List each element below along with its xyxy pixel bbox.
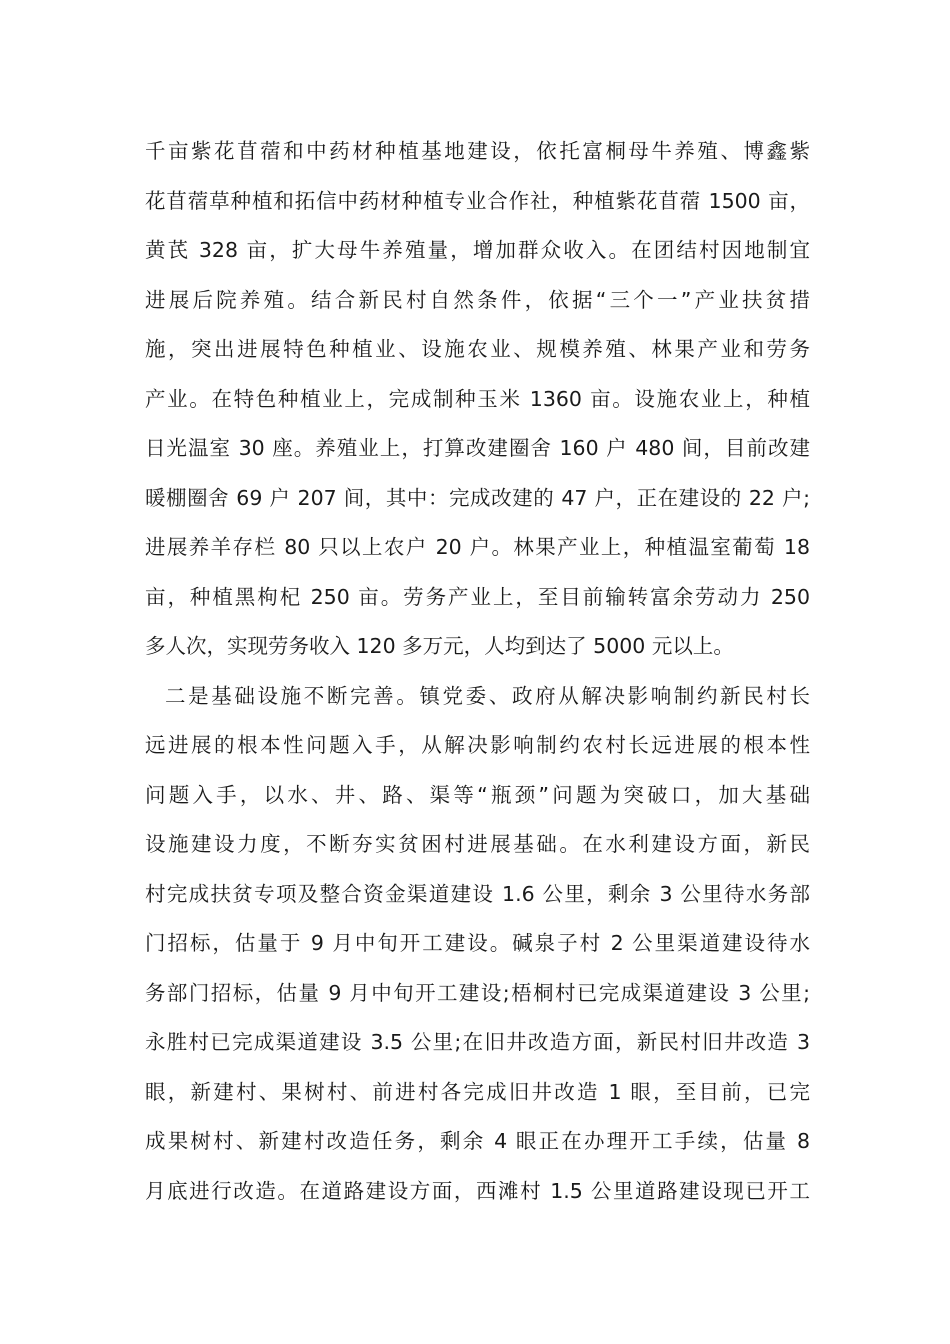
paragraph-line: 问题入手，以水、井、路、渠等“瓶颈”问题为突破口，加大基础 bbox=[145, 782, 810, 807]
paragraph-line: 黄芪 328 亩，扩大母牛养殖量，增加群众收入。在团结村因地制宜 bbox=[145, 238, 810, 262]
paragraph-line: 产业。在特色种植业上，完成制种玉米 1360 亩。设施农业上，种植 bbox=[145, 386, 810, 411]
body-text bbox=[145, 127, 810, 1216]
paragraph-line: 二是基础设施不断完善。镇党委、政府从解决影响制约新民村长 bbox=[165, 683, 810, 708]
paragraph-line: 成果树村、新建村改造任务，剩余 4 眼正在办理开工手续，估量 8 bbox=[145, 1129, 810, 1153]
paragraph-line: 多人次，实现劳务收入 120 多万元，人均到达了 5000 元以上。 bbox=[145, 634, 734, 658]
paragraph-line: 花苜蓿草种植和拓信中药材种植专业合作社，种植紫花苜蓿 1500 亩， bbox=[145, 188, 810, 213]
paragraph-line: 进展后院养殖。结合新民村自然条件，依据“三个一”产业扶贫措 bbox=[145, 287, 810, 312]
paragraph-line: 亩，种植黑枸杞 250 亩。劳务产业上，至目前输转富余劳动力 250 bbox=[145, 584, 810, 609]
paragraph-line: 永胜村已完成渠道建设 3.5 公里;在旧井改造方面，新民村旧井改造 3 bbox=[145, 1030, 810, 1054]
paragraph-line: 眼，新建村、果树村、前进村各完成旧井改造 1 眼，至目前，已完 bbox=[145, 1079, 810, 1104]
paragraph-line: 月底进行改造。在道路建设方面，西滩村 1.5 公里道路建设现已开工 bbox=[145, 1178, 810, 1203]
paragraph-line: 设施建设力度，不断夯实贫困村进展基础。在水利建设方面，新民 bbox=[145, 832, 810, 856]
paragraph-line: 村完成扶贫专项及整合资金渠道建设 1.6 公里，剩余 3 公里待水务部 bbox=[145, 881, 810, 906]
paragraph-line: 门招标，估量于 9 月中旬开工建设。碱泉子村 2 公里渠道建设待水 bbox=[145, 931, 810, 955]
paragraph-line: 日光温室 30 座。养殖业上，打算改建圈舍 160 户 480 间，目前改建 bbox=[145, 436, 810, 460]
paragraph-line: 务部门招标，估量 9 月中旬开工建设;梧桐村已完成渠道建设 3 公里; bbox=[145, 980, 810, 1005]
paragraph-line: 暖棚圈舍 69 户 207 间，其中：完成改建的 47 户，正在建设的 22 户; bbox=[145, 485, 810, 510]
paragraph-line: 千亩紫花苜蓿和中药材种植基地建设，依托富桐母牛养殖、博鑫紫 bbox=[145, 139, 810, 163]
paragraph-line: 施，突出进展特色种植业、设施农业、规模养殖、林果产业和劳务 bbox=[145, 337, 810, 361]
paragraph-line: 进展养羊存栏 80 只以上农户 20 户。林果产业上，种植温室葡萄 18 bbox=[145, 535, 810, 559]
paragraph-line: 远进展的根本性问题入手，从解决影响制约农村长远进展的根本性 bbox=[145, 733, 810, 757]
